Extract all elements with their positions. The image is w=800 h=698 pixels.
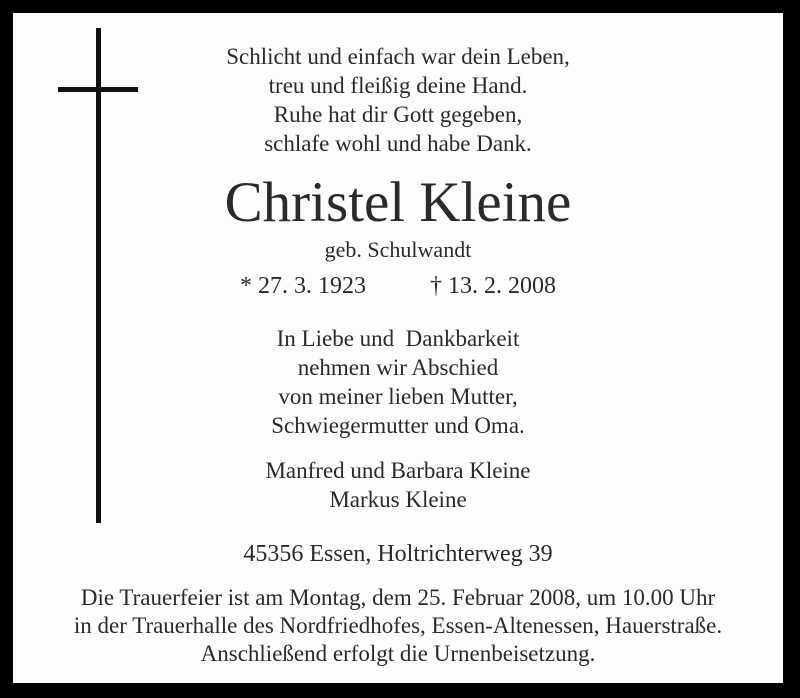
mourners-names bbox=[13, 456, 783, 514]
farewell-text bbox=[13, 324, 783, 440]
funeral-line: in der Trauerhalle des Nordfriedhofes, Essen-Altenessen, Hauerstraße. bbox=[73, 613, 723, 638]
farewell-line: In Liebe und Dankbarkeit bbox=[276, 326, 520, 351]
deceased-name: Christel Kleine bbox=[224, 171, 572, 234]
verse-line: treu und fleißig deine Hand. bbox=[268, 73, 528, 98]
farewell-line: von meiner lieben Mutter, bbox=[278, 384, 518, 409]
obituary-card bbox=[13, 13, 783, 683]
farewell-line: nehmen wir Abschied bbox=[297, 355, 499, 380]
verse-line: schlafe wohl und habe Dank. bbox=[264, 131, 532, 156]
family-address-text: 45356 Essen, Holtrichterweg 39 bbox=[243, 541, 553, 567]
memorial-verse bbox=[13, 42, 783, 158]
mourner-line: Markus Kleine bbox=[329, 487, 467, 512]
maiden-name: geb. Schulwandt bbox=[324, 237, 472, 262]
funeral-line: Die Trauerfeier ist am Montag, dem 25. Februar 2008, um 10.00 Uhr bbox=[80, 585, 716, 610]
farewell-line: Schwiegermutter und Oma. bbox=[271, 413, 525, 438]
mourner-line: Manfred und Barbara Kleine bbox=[265, 458, 531, 483]
birth-date: * 27. 3. 1923 bbox=[240, 273, 366, 299]
verse-line: Schlicht und einfach war dein Leben, bbox=[226, 44, 570, 69]
funeral-line: Anschließend erfolgt die Urnenbeisetzung. bbox=[200, 641, 596, 666]
verse-line: Ruhe hat dir Gott gegeben, bbox=[273, 102, 523, 127]
life-dates bbox=[13, 272, 783, 300]
funeral-information bbox=[13, 584, 783, 668]
family-address bbox=[13, 540, 783, 568]
death-date: † 13. 2. 2008 bbox=[430, 273, 556, 299]
